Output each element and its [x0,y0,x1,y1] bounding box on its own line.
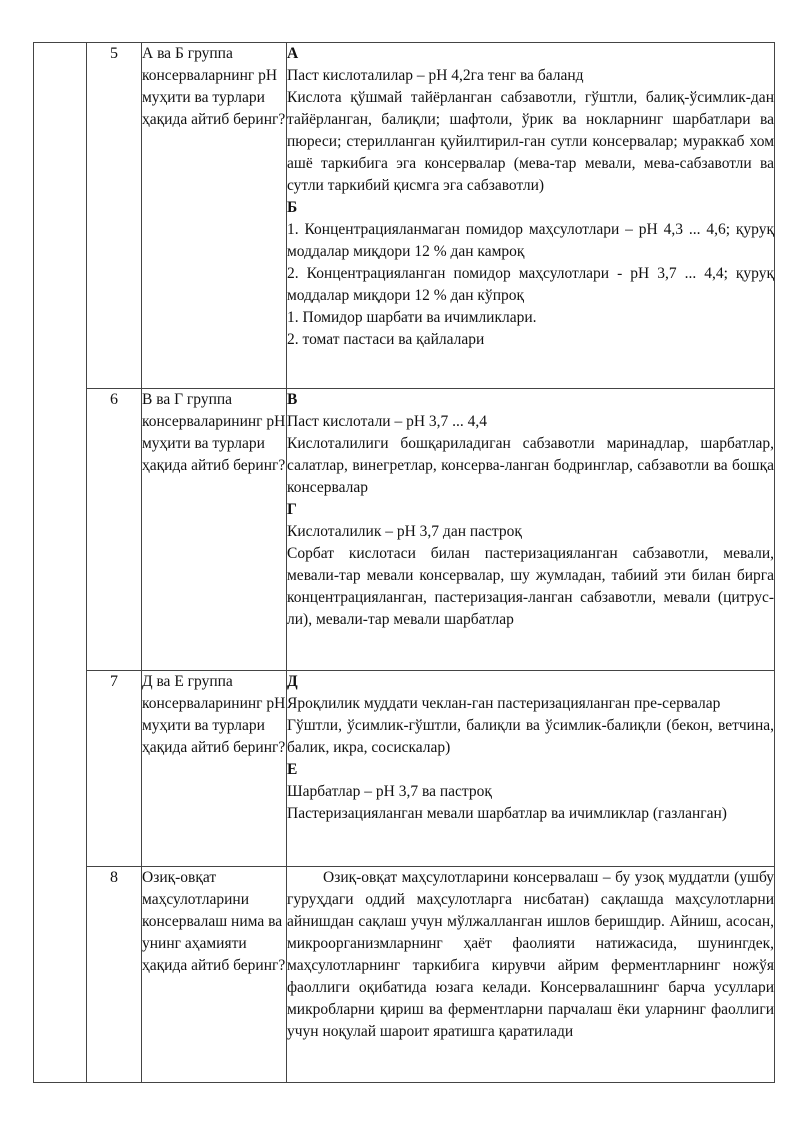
question-cell: Д ва Е группа консерваларининг pH муҳити ва турлари ҳақида айтиб беринг? [142,671,287,867]
answer-line: Гўштли, ўсимлик-гўштли, балиқли ва ўсимлик-балиқли (бекон, ветчина, балик, икра, сосискалар) [287,717,774,756]
row-number: 6 [87,389,142,671]
answer-line: Шарбатлар – pH 3,7 ва пастроқ [287,783,492,800]
row-number: 8 [87,867,142,1083]
answer-line: Кислоталилик – pH 3,7 дан пастроқ [287,523,522,540]
row-number: 5 [87,43,142,389]
table-row [34,867,775,1083]
question-cell: В ва Г группа консерваларининг pH муҳити ва турлари ҳақида айтиб беринг? [142,389,287,671]
table-row [34,389,775,671]
answer-cell [287,43,775,389]
answer-line: Кислота қўшмай тайёрланган сабзавотли, гўштли, балиқ-ўсимлик-дан тайёрланган, балиқли; шафтоли, ўрик ва нокларнинг шарбатлари ва пюреси; стерилланган қуйилтирил-ган сутли консервалар; мураккаб хом ашё таркибига эга консервалар (мева-тар мевали, мева-сабзавотли ва сутли таркибий қисмга эга сабзавотли) [287,89,774,194]
group-heading: В [287,391,298,408]
answer-line: Яроқлилик муддати чеклан-ган пастеризацияланган пре-сервалар [287,695,721,712]
question-cell: Озиқ-овқат маҳсулотларини консервалаш нима ва унинг аҳамияти ҳақида айтиб беринг? [142,867,287,1083]
group-heading: Б [287,199,298,216]
answer-paragraph: Озиқ-овқат маҳсулотларини консервалаш – бу узоқ муддатли (ушбу гуруҳдаги оддий маҳсулотларга нисбатан) сақлашда маҳсулотларни айнишдан сақлаш учун мўлжалланган ишлов беришдир. Айниш, асосан, микроорганизмларнинг ҳаёт фаолияти натижасида, шунингдек, маҳсулотларнинг таркибига кирувчи айрим ферментларнинг ножўя фаоллиги оқибатида юзага келади. Консервалашнинг барча усуллари микробларни қириш ва ферментларни парчалаш ёки уларнинг фаоллиги учун ноқулай шароит яратишга қаратилади [287,869,774,1040]
answer-line: 1. Концентрацияланмаган помидор маҳсулотлари – pH 4,3 ... 4,6; қуруқ моддалар миқдори 12 % дан камроқ [287,221,774,260]
question-cell: А ва Б группа консерваларнинг pH муҳити ва турлари ҳақида айтиб беринг? [142,43,287,389]
answer-line: Паст кислоталилар – pH 4,2га тенг ва баланд [287,67,584,84]
table-row [34,43,775,389]
answer-line: 2. Концентрацияланган помидор маҳсулотлари - pH 3,7 ... 4,4; қуруқ моддалар миқдори 12 % дан кўпроқ [287,265,774,304]
answer-line: Паст кислотали – pH 3,7 ... 4,4 [287,413,488,430]
answer-line: Сорбат кислотаси билан пастеризацияланган сабзавотли, мевали, мевали-тар мевали консервалар, шу жумладан, табиий эти билан бирга концентрацияланган, пастеризация-ланган сабзавотли, мевали (цитрус-ли), мевали-тар мевали шарбатлар [287,545,774,628]
group-heading: Д [287,673,298,690]
answer-line: 1. Помидор шарбати ва ичимликлари. [287,309,537,326]
answer-cell [287,867,775,1083]
group-heading: А [287,45,299,62]
answer-line: Пастеризацияланган мевали шарбатлар ва ичимликлар (газланган) [287,805,727,822]
group-heading: Г [287,501,297,518]
answer-line: Кислоталилиги бошқариладиган сабзавотли маринадлар, шарбатлар, салатлар, винегретлар, консерва-ланган бодринглар, сабзавотли ва бошқа консервалар [287,435,774,496]
qa-table [33,42,775,1083]
answer-cell [287,389,775,671]
table-row [34,671,775,867]
empty-cell [34,43,87,1083]
row-number: 7 [87,671,142,867]
group-heading: Е [287,761,298,778]
answer-line: 2. томат пастаси ва қайлалари [287,331,485,348]
answer-cell [287,671,775,867]
